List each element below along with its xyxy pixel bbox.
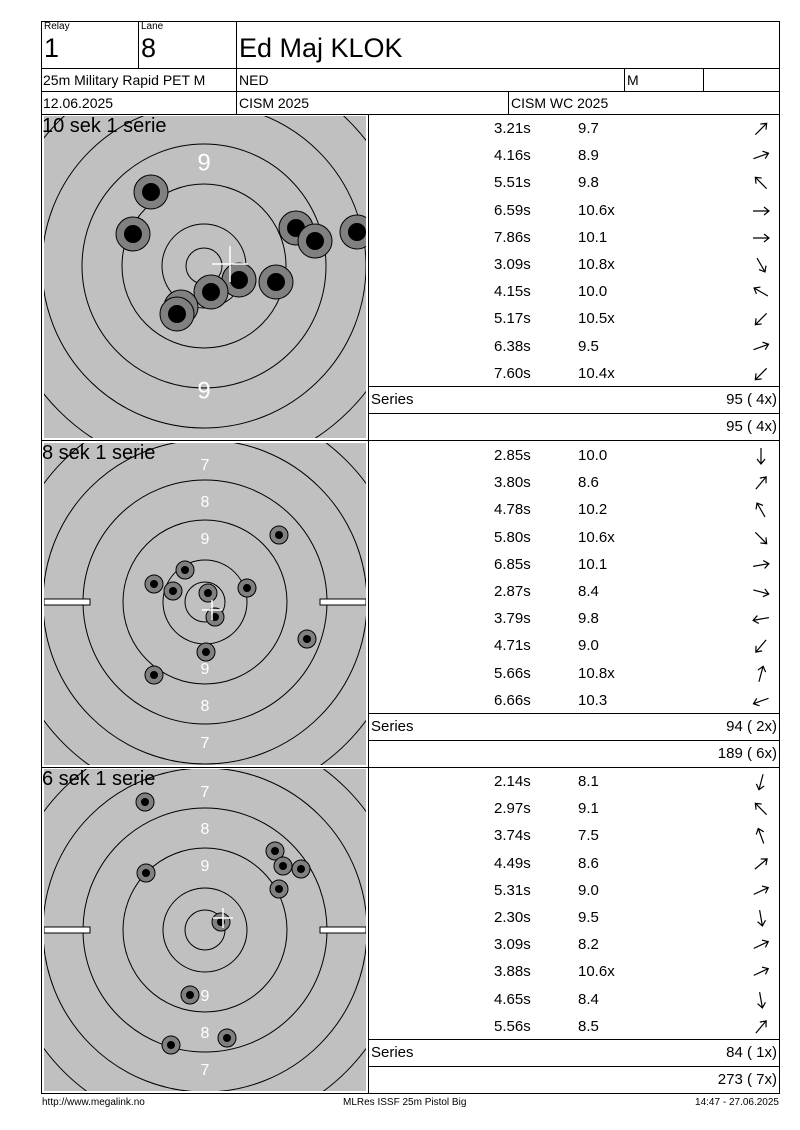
direction-arrow-icon [750,880,772,902]
shot-time: 3.09s [494,936,531,954]
shot-time: 4.65s [494,990,531,1008]
shot-time: 3.80s [494,474,531,492]
ring-number-label: 7 [200,1062,210,1080]
shot-row [370,360,780,387]
direction-arrow-icon [750,825,772,847]
ring-number-label: 9 [200,988,210,1006]
shot-row [370,333,780,360]
shot-row [370,278,780,305]
running-total-row [369,414,780,441]
shot-score: 7.5 [578,827,599,845]
shot-score: 8.2 [578,936,599,954]
shot-score: 9.1 [578,800,599,818]
shot-row [370,551,780,578]
shot-score: 9.7 [578,120,599,137]
direction-arrow-icon [750,989,772,1011]
shot-hole [160,297,194,331]
direction-arrow-icon [750,798,772,820]
shot-score: 10.2 [578,501,608,519]
direction-arrow-icon [750,663,772,685]
shot-time: 6.66s [494,691,531,709]
shot-row [370,251,780,278]
shot-row [370,986,780,1013]
series-label: Series [371,391,414,408]
series-total: 94 ( 2x) [726,718,777,735]
shot-score: 10.4x [578,364,615,382]
gender: M [627,72,639,88]
direction-arrow-icon [750,635,772,657]
shot-time: 4.16s [494,147,531,165]
target-series-3 [44,769,366,1091]
shot-score: 8.5 [578,1017,599,1035]
shot-row [370,496,780,523]
shot-score: 8.6 [578,474,599,492]
shot-time: 5.17s [494,310,531,328]
shot-hole [270,880,288,898]
ring-number-label: 9 [197,149,211,177]
direction-arrow-icon [750,581,772,603]
shot-row [370,877,780,904]
shot-row [370,197,780,224]
direction-arrow-icon [750,145,772,167]
ring-number-label: 7 [200,457,210,475]
shot-score: 10.0 [578,447,608,464]
series-total: 95 ( 4x) [726,391,777,408]
shot-time: 5.51s [494,174,531,192]
series-label: Series [371,1044,414,1061]
shot-row [370,931,780,958]
shot-time: 4.71s [494,637,531,655]
relay-value: 1 [44,33,60,63]
direction-arrow-icon [750,961,772,983]
shot-row [370,142,780,169]
shot-score: 9.0 [578,637,599,655]
ring-number-label: 9 [197,377,211,405]
ring-number-label: 8 [200,1025,210,1043]
shot-time: 7.86s [494,228,531,246]
shot-score: 8.9 [578,147,599,165]
running-total-row [369,1067,780,1094]
championship: CISM WC 2025 [511,95,609,111]
direction-arrow-icon [750,227,772,249]
direction-arrow-icon [750,690,772,712]
shot-time: 5.80s [494,528,531,546]
footer-url[interactable]: http://www.megalink.no [42,1097,145,1108]
nation: NED [239,72,269,88]
event-name: 25m Military Rapid PET M [43,72,206,88]
shot-row [370,850,780,877]
shot-time: 4.78s [494,501,531,519]
shot-row [370,768,780,795]
shot-score: 10.3 [578,691,608,709]
shot-score: 8.6 [578,854,599,872]
lane-label: Lane [141,21,164,32]
direction-arrow-icon [750,363,772,385]
direction-arrow-icon [750,472,772,494]
shot-row [370,442,780,469]
running-total: 95 ( 4x) [726,418,777,435]
series-total: 84 ( 1x) [726,1044,777,1061]
direction-arrow-icon [750,499,772,521]
shot-hole [176,561,194,579]
shot-row [370,822,780,849]
shot-time: 2.97s [494,800,531,818]
shot-row [370,169,780,196]
shot-score: 10.1 [578,555,608,573]
shot-hole [274,857,292,875]
shot-time: 3.79s [494,610,531,628]
date: 12.06.2025 [43,95,114,111]
shot-hole [292,860,310,878]
shot-time: 6.59s [494,201,531,219]
shot-time: 3.21s [494,120,531,137]
shot-score: 8.1 [578,773,599,790]
shot-row [370,605,780,632]
shot-score: 9.8 [578,174,599,192]
shot-hole [218,1029,236,1047]
running-total-row [369,741,780,768]
shot-hole [270,526,288,544]
relay-label: Relay [44,21,70,32]
shot-score: 9.5 [578,337,599,355]
shot-row [370,660,780,687]
running-total: 273 ( 7x) [717,1071,777,1088]
shot-time: 4.15s [494,283,531,301]
ring-number-label: 8 [200,494,210,512]
direction-arrow-icon [750,308,772,330]
shot-time: 2.87s [494,583,531,600]
shot-time: 3.74s [494,827,531,845]
shot-score: 10.0 [578,283,608,301]
direction-arrow-icon [750,445,772,467]
lane-value: 8 [141,33,157,63]
direction-arrow-icon [750,853,772,875]
direction-arrow-icon [750,200,772,222]
shot-score: 10.6x [578,963,615,981]
shot-score: 10.1 [578,228,608,246]
footer-software: MLRes ISSF 25m Pistol Big [343,1097,467,1108]
series-label: Series [371,718,414,735]
shot-row [370,687,780,714]
shot-time: 3.09s [494,256,531,273]
shot-time: 6.85s [494,555,531,573]
shot-score: 10.8x [578,256,615,273]
shot-score: 10.8x [578,664,615,682]
shot-time: 2.30s [494,909,531,926]
ring-number-label: 9 [200,531,210,549]
shot-hole [145,575,163,593]
shot-row [370,305,780,332]
direction-arrow-icon [750,336,772,358]
shot-row [370,578,780,605]
direction-arrow-icon [750,771,772,793]
series-title: 6 sek 1 serie [42,768,156,790]
shot-row [370,115,780,142]
series-title: 8 sek 1 serie [42,442,156,464]
shot-row [370,632,780,659]
shot-time: 5.31s [494,881,531,899]
shot-time: 6.38s [494,337,531,355]
shot-hole [194,275,228,309]
ring-number-label: 7 [200,735,210,753]
direction-arrow-icon [750,554,772,576]
shot-hole [197,643,215,661]
footer-timestamp: 14:47 - 27.06.2025 [695,1097,779,1108]
shot-score: 10.6x [578,201,615,219]
shot-score: 9.0 [578,881,599,899]
ring-number-label: 9 [200,661,210,679]
shot-time: 3.88s [494,963,531,981]
shot-score: 9.8 [578,610,599,628]
shooter-name: Ed Maj KLOK [239,33,403,63]
shot-score: 10.5x [578,310,615,328]
target-series-2 [44,443,366,765]
series-summary-row [369,714,780,741]
shot-hole [145,666,163,684]
shot-row [370,469,780,496]
direction-arrow-icon [750,608,772,630]
shot-time: 4.49s [494,854,531,872]
target-series-1 [44,116,366,438]
shot-time: 2.14s [494,773,531,790]
shot-hole [298,630,316,648]
shot-time: 5.56s [494,1017,531,1035]
shot-hole [238,579,256,597]
shot-hole [116,217,150,251]
shot-hole [199,584,217,602]
competition: CISM 2025 [239,95,310,111]
direction-arrow-icon [750,907,772,929]
shot-row [370,904,780,931]
shot-row [370,958,780,985]
running-total: 189 ( 6x) [717,745,777,762]
shot-score: 8.4 [578,990,599,1008]
shot-score: 10.6x [578,528,615,546]
shot-hole [298,224,332,258]
shot-time: 2.85s [494,447,531,464]
shot-hole [181,986,199,1004]
shot-row [370,795,780,822]
ring-number-label: 8 [200,698,210,716]
shot-row [370,524,780,551]
shot-score: 9.5 [578,909,599,926]
shot-score: 8.4 [578,583,599,600]
direction-arrow-icon [750,118,772,140]
shot-hole [164,582,182,600]
series-title: 10 sek 1 serie [42,115,167,137]
ring-number-label: 7 [200,784,210,802]
shot-hole [137,864,155,882]
direction-arrow-icon [750,254,772,276]
shot-hole [134,175,168,209]
shot-hole [259,265,293,299]
shot-time: 5.66s [494,664,531,682]
shot-row [370,224,780,251]
shot-hole [212,913,230,931]
series-summary-row [369,1040,780,1067]
ring-number-label: 9 [200,858,210,876]
shot-hole [162,1036,180,1054]
direction-arrow-icon [750,527,772,549]
ring-number-label: 8 [200,821,210,839]
series-summary-row [369,387,780,414]
direction-arrow-icon [750,172,772,194]
direction-arrow-icon [750,1016,772,1038]
shot-hole [136,793,154,811]
shot-time: 7.60s [494,364,531,382]
direction-arrow-icon [750,281,772,303]
direction-arrow-icon [750,934,772,956]
shot-row [370,1013,780,1040]
